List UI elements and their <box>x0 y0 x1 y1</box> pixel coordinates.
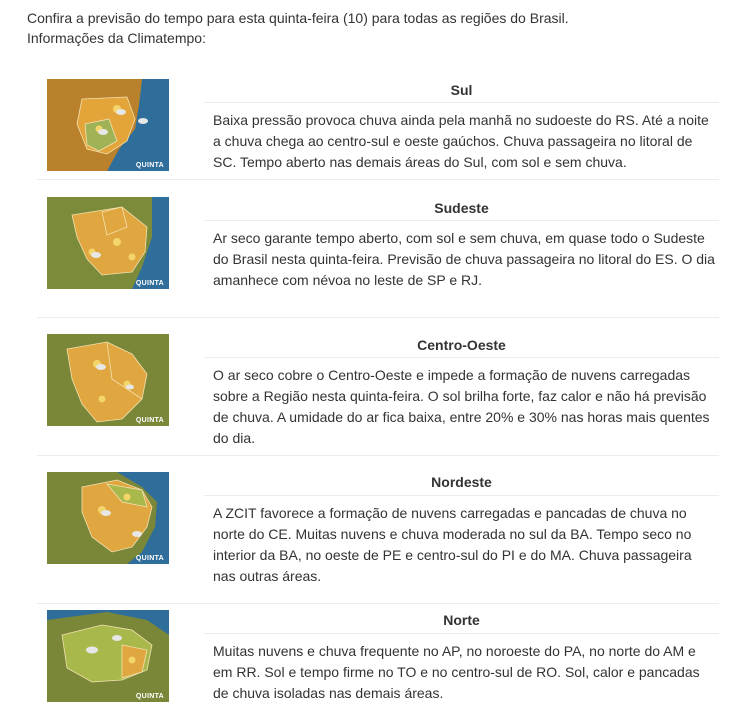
sudeste-forecast-map <box>47 197 169 289</box>
centro-oeste-forecast-text: O ar seco cobre o Centro-Oeste e impede a formação de nuvens carregadas sobre a Região nesta quinta-feira. O sol brilha forte, faz calor e não há previsão de chuva. A umidade do ar fica baixa, entre 20% e 30% nas horas mais quentes do dia. <box>213 367 710 446</box>
centro-oeste-title-divider <box>204 357 719 358</box>
sudeste-map-day-label: QUINTA <box>135 280 164 287</box>
region-centro-oeste <box>37 326 719 456</box>
centro-oeste-map-day-label: QUINTA <box>135 417 164 424</box>
sul-map-day-label: QUINTA <box>135 162 164 169</box>
nordeste-forecast-text: A ZCIT favorece a formação de nuvens carregadas e pancadas de chuva no norte do CE. Muitas nuvens e chuva moderada no sul da BA. Tempo seco no interior da BA, no oeste de PE e centro-sul do PI e do MA. Chuva passageira nas outras áreas. <box>213 505 692 584</box>
norte-forecast-map <box>47 610 169 702</box>
sul-title: Sul <box>450 82 473 98</box>
norte-title: Norte <box>443 612 480 628</box>
norte-title-divider <box>204 633 719 634</box>
region-sudeste <box>37 188 719 318</box>
centro-oeste-title: Centro-Oeste <box>417 337 506 353</box>
intro-line-2: Informações da Climatempo: <box>27 30 206 46</box>
region-sul <box>37 70 719 180</box>
nordeste-map-day-label: QUINTA <box>135 555 164 562</box>
sudeste-divider <box>37 317 719 318</box>
sul-forecast-map <box>47 79 169 171</box>
sudeste-title: Sudeste <box>434 200 489 216</box>
intro-line-1: Confira a previsão do tempo para esta quinta-feira (10) para todas as regiões do Brasil. <box>27 10 569 26</box>
centro-oeste-forecast-map <box>47 334 169 426</box>
norte-map-day-label: QUINTA <box>135 693 164 700</box>
sudeste-forecast-text: Ar seco garante tempo aberto, com sol e sem chuva, em quase todo o Sudeste do Brasil nesta quinta-feira. Previsão de chuva passageira no litoral do ES. O dia amanhece com névoa no leste de SP e RJ. <box>213 230 715 288</box>
sudeste-title-divider <box>204 220 719 221</box>
region-nordeste <box>37 464 719 604</box>
region-norte <box>37 604 719 720</box>
centro-oeste-divider <box>37 455 719 456</box>
nordeste-forecast-map <box>47 472 169 564</box>
nordeste-title-divider <box>204 495 719 496</box>
intro-paragraph <box>27 8 727 48</box>
sul-divider <box>37 179 719 180</box>
sul-title-divider <box>204 102 719 103</box>
nordeste-title: Nordeste <box>431 474 492 490</box>
sul-forecast-text: Baixa pressão provoca chuva ainda pela manhã no sudoeste do RS. Até a noite a chuva chega ao centro-sul e oeste gaúchos. Chuva passageira no litoral de SC. Tempo aberto nas demais áreas do Sul, com sol e sem chuva. <box>213 112 709 170</box>
norte-forecast-text: Muitas nuvens e chuva frequente no AP, no noroeste do PA, no norte do AM e em RR. Sol e tempo firme no TO e no centro-sul de RO. Sol, calor e pancadas de chuva isoladas nas demais áreas. <box>213 643 700 701</box>
